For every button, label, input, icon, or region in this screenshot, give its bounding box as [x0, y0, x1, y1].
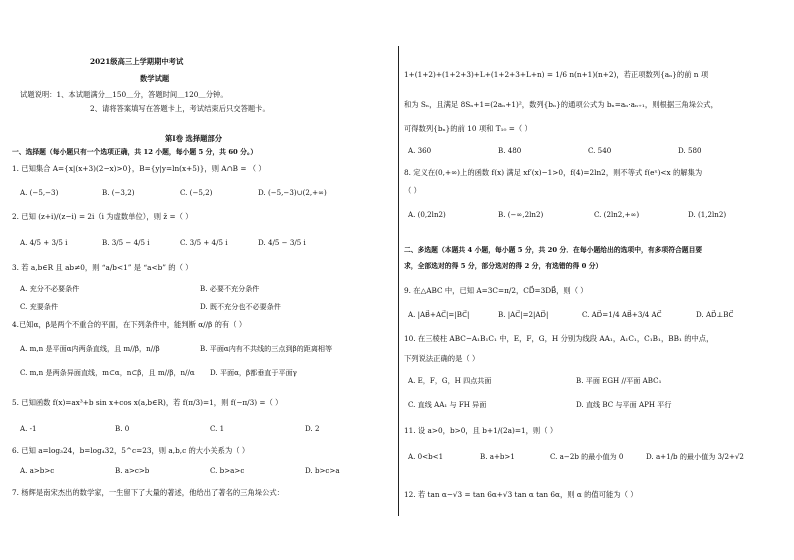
volume-title: 第Ⅰ卷 选择题部分 [165, 134, 223, 143]
question-6-stem: 6. 已知 a=log₃24，b=log₄32，5^c=23，则 a,b,c 的大小关系为（ ） [12, 446, 250, 455]
question-9-option-d: D. AD⃗⊥BC⃗ [696, 310, 734, 319]
question-6-option-b: B. a>c>b [115, 466, 150, 475]
question-8-option-a: A. (0,2ln2) [408, 210, 446, 219]
section2-heading-line1: 二、多选题（本题共 4 小题，每小题 5 分，共 20 分．在每小题给出的选项中，有多项符合题目要 [404, 246, 703, 254]
question-12-stem: 12. 若 tan α−√3 = tan 6α+√3 tan α tan 6α，则 α 的值可能为（ ） [404, 490, 638, 499]
question-5-option-d: D. 2 [305, 424, 320, 433]
question-10-stem: 10. 在三棱柱 ABC−A₁B₁C₁ 中，E，F，G，H 分别为线段 AA₁，A₁C₁，C₁B₁，BB₁ 的中点， [404, 334, 714, 343]
question-8-option-c: C. (2ln2,+∞) [594, 210, 640, 219]
subject-title: 数学试题 [140, 74, 170, 83]
question-7-condition-line: 和为 Sₙ，且满足 8Sₙ+1=(2aₙ+1)²，数列{bₙ}的通项公式为 bₙ=aₙ·aₙ₊₁，则根据三角垛公式， [404, 100, 718, 109]
question-1-option-d: D. (−5,−3)∪(2,+∞) [258, 188, 327, 197]
question-4-stem: 4.已知α，β是两个不重合的平面，在下列条件中，能判断 α//β 的有（ ） [12, 320, 247, 329]
question-10-ask-line: 下列说法正确的是（ ） [404, 354, 480, 363]
question-2-option-b: B. 3/5 − 4/5 i [102, 238, 150, 247]
question-1-option-a: A. (−5,−3) [20, 188, 59, 197]
question-11-option-d: D. a+1/b 的最小值为 3/2+√2 [646, 452, 744, 461]
question-1-stem: 1. 已知集合 A={x|(x+3)(2−x)>0}，B={y|y=ln(x+5)}，则 A∩B = （ ） [12, 164, 266, 173]
question-3-option-b: B. 必要不充分条件 [200, 284, 260, 293]
question-9-stem: 9. 在△ABC 中，已知 A=3C=π/2，CD⃗=3DB⃗，则（ ） [404, 286, 588, 295]
question-4-option-c: C. m,n 是两条异面直线，m⊂α，n⊂β，且 m//β，n//α [20, 368, 195, 377]
section1-heading: 一、选择题（每小题只有一个选项正确，共 12 小题，每小题 5 分，共 60 分。） [12, 148, 258, 156]
question-11-option-c: C. a−2b 的最小值为 0 [550, 452, 624, 461]
question-10-option-b: B. 平面 EGH //平面 ABC₁ [576, 376, 662, 385]
question-1-option-b: B. (−3,2) [102, 188, 135, 197]
right-column [398, 0, 794, 560]
question-6-option-a: A. a>b>c [20, 466, 55, 475]
question-5-option-b: B. 0 [115, 424, 130, 433]
question-4-option-a: A. m,n 是平面α内两条直线，且 m//β，n//β [20, 344, 160, 353]
question-4-option-d: D. 平面α，β都垂直于平面γ [210, 368, 297, 377]
question-8-option-b: B. (−∞,2ln2) [498, 210, 544, 219]
question-11-option-b: B. a+b>1 [480, 452, 515, 461]
question-7-stem: 7. 杨辉是南宋杰出的数学家，一生留下了大量的著述，他给出了著名的三角垛公式： [12, 488, 284, 497]
question-3-option-c: C. 充要条件 [20, 302, 59, 311]
question-4-option-b: B. 平面α内有不共线的三点到β的距离相等 [200, 344, 333, 353]
question-8-answer-paren: （ ） [404, 186, 421, 195]
question-3-option-d: D. 既不充分也不必要条件 [200, 302, 281, 311]
question-9-option-c: C. AD⃗=1/4 AB⃗+3/4 AC⃗ [582, 310, 662, 319]
question-7-option-c: C. 540 [588, 146, 612, 155]
question-5-stem: 5. 已知函数 f(x)=ax³+b sin x+cos x(a,b∈R)，若 f(π/3)=1，则 f(−π/3) =（ ） [12, 398, 283, 407]
question-6-option-d: D. b>c>a [305, 466, 340, 475]
question-10-option-c: C. 直线 AA₁ 与 FH 异面 [408, 400, 487, 409]
question-8-stem: 8. 定义在(0,+∞)上的函数 f(x) 满足 xf′(x)−1>0，f(4)=2ln2，则不等式 f(eˣ)<x 的解集为 [404, 168, 703, 177]
question-11-option-a: A. 0<b<1 [408, 452, 444, 461]
question-3-stem: 3. 若 a,b∈R 且 ab≠0，则 “a/b<1” 是 “a<b” 的（ ） [12, 263, 193, 272]
question-2-option-c: C. 3/5 + 4/5 i [180, 238, 228, 247]
question-2-option-d: D. 4/5 − 3/5 i [258, 238, 306, 247]
question-10-option-d: D. 直线 BC 与平面 APH 平行 [576, 400, 672, 409]
question-2-option-a: A. 4/5 + 3/5 i [20, 238, 68, 247]
question-7-option-b: B. 480 [498, 146, 522, 155]
question-7-ask-line: 可得数列{bₙ}的前 10 项和 T₁₀ =（ ） [404, 124, 532, 133]
question-7-formula-line: 1+(1+2)+(1+2+3)+L+(1+2+3+L+n) = 1/6 n(n+1)(n+2)，若正项数列{aₙ}的前 n 项 [404, 70, 709, 79]
exam-note-2: 2、请将答案填写在答题卡上，考试结束后只交答题卡。 [90, 104, 270, 113]
question-8-option-d: D. (1,2ln2) [688, 210, 727, 219]
question-6-option-c: C. b>a>c [210, 466, 245, 475]
question-9-option-b: B. |AC⃗|=2|AD⃗| [498, 310, 549, 319]
section2-heading-line2: 求，全部选对的得 5 分，部分选对的得 2 分，有选错的得 0 分） [404, 262, 603, 270]
question-7-option-d: D. 580 [678, 146, 702, 155]
question-9-option-a: A. |AB⃗+AC⃗|=|BC⃗| [408, 310, 470, 319]
question-2-stem: 2. 已知 (z+i)/(z−i) = 2i（i 为虚数单位），则 z̄ =（ ） [12, 212, 193, 221]
question-1-option-c: C. (−5,2) [180, 188, 213, 197]
question-5-option-a: A. -1 [20, 424, 37, 433]
question-3-option-a: A. 充分不必要条件 [20, 284, 80, 293]
question-7-option-a: A. 360 [408, 146, 432, 155]
exam-note-1: 试题说明：1、本试题满分＿150＿分，答题时间＿120＿分钟。 [20, 90, 228, 99]
exam-title: 2021级高三上学期期中考试 [90, 57, 184, 66]
question-11-stem: 11. 设 a>0，b>0，且 b+1/(2a)=1，则（ ） [404, 426, 558, 435]
question-5-option-c: C. 1 [210, 424, 225, 433]
question-10-option-a: A. E，F，G，H 四点共面 [408, 376, 492, 385]
